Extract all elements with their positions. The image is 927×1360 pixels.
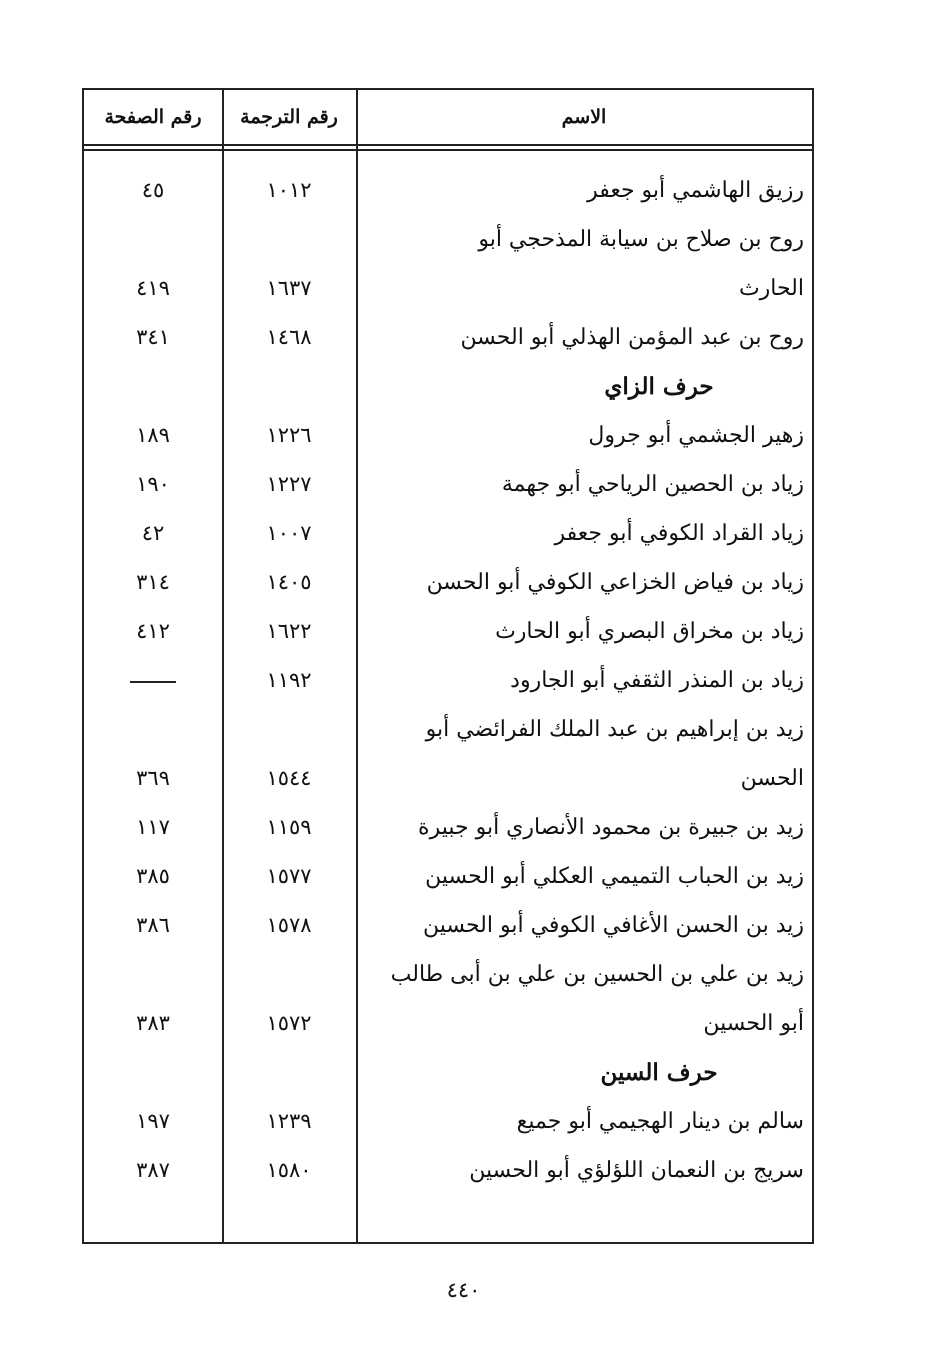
table-row: [84, 754, 812, 803]
page-number-cell: [84, 705, 222, 754]
table-row: [84, 705, 812, 754]
name-cell: زيد بن إبراهيم بن عبد الملك الفرائضي أبو: [425, 717, 804, 742]
header-page-number: رقم الصفحة: [104, 106, 202, 128]
section-heading-row: [84, 362, 812, 411]
table-header: [84, 90, 812, 146]
table-row: [84, 950, 812, 999]
header-name: الاسم: [561, 106, 607, 128]
table-row: [84, 411, 812, 460]
translation-number-cell: [222, 950, 356, 999]
section-heading: [356, 1048, 812, 1097]
table-row: [84, 656, 812, 705]
name-cell: الحسن: [740, 766, 804, 791]
translation-number-cell: ١٦٣٧: [266, 276, 312, 300]
header-rule: [84, 144, 812, 146]
translation-number-cell: ١٦٢٢: [266, 619, 312, 643]
table-row: [84, 558, 812, 607]
translation-number-cell: ١٢٢٦: [266, 423, 312, 447]
page-number-cell: ٣٨٦: [136, 913, 170, 937]
page-number-cell: ١٩٧: [136, 1109, 170, 1133]
name-cell: رزيق الهاشمي أبو جعفر: [587, 178, 804, 203]
translation-number-cell: [222, 215, 356, 264]
page-number-cell: [84, 362, 222, 411]
translation-number-cell: ١٠٠٧: [266, 521, 312, 545]
page-number-cell: ٤٢: [141, 521, 165, 545]
name-cell: زياد بن فياض الخزاعي الكوفي أبو الحسن: [426, 570, 804, 595]
page-number-cell: ٣٤١: [136, 325, 170, 349]
page-number-cell: ٣٨٧: [136, 1158, 170, 1182]
section-heading-row: [84, 1048, 812, 1097]
table-row: [84, 803, 812, 852]
name-cell: روح بن عبد المؤمن الهذلي أبو الحسن: [460, 325, 804, 350]
table-row: [84, 509, 812, 558]
name-cell: زهير الجشمي أبو جرول: [588, 423, 804, 448]
page-number-cell: ١٨٩: [136, 423, 170, 447]
translation-number-cell: [222, 705, 356, 754]
name-cell: روح بن صلاح بن سيابة المذحجي أبو: [478, 227, 804, 252]
name-cell: الحارث: [738, 276, 804, 301]
translation-number-cell: ١٢٢٧: [266, 472, 312, 496]
header-translation-number: رقم الترجمة: [240, 106, 338, 128]
page-number-cell: ٣٦٩: [136, 766, 170, 790]
name-cell: زيد بن الحسن الأغافي الكوفي أبو الحسين: [422, 913, 804, 938]
page-number-cell: ٤١٩: [136, 276, 170, 300]
translation-number-cell: ١٢٣٩: [266, 1109, 312, 1133]
name-cell: أبو الحسين: [703, 1011, 804, 1036]
translation-number-cell: ١٥٧٨: [266, 913, 312, 937]
translation-number-cell: ١٥٧٧: [266, 864, 312, 888]
dash-placeholder: [130, 681, 176, 683]
table-row: [84, 1146, 812, 1195]
translation-number-cell: ١٠١٢: [266, 178, 312, 202]
name-cell: زيد بن جبيرة بن محمود الأنصاري أبو جبيرة: [418, 815, 804, 840]
section-heading-text: حرف السين: [600, 1059, 718, 1086]
name-cell: زيد بن الحباب التميمي العكلي أبو الحسين: [425, 864, 804, 889]
name-cell: زياد بن المنذر الثقفي أبو الجارود: [510, 668, 804, 693]
page-number-cell: [84, 950, 222, 999]
name-cell: سالم بن دينار الهجيمي أبو جميع: [516, 1109, 804, 1134]
name-cell: زياد بن مخراق البصري أبو الحارث: [495, 619, 804, 644]
name-cell: زيد بن علي بن الحسين بن علي بن أبى طالب: [390, 962, 804, 987]
translation-number-cell: ١١٥٩: [266, 815, 312, 839]
index-table: [82, 88, 814, 1244]
table-row: [84, 166, 812, 215]
table-row: [84, 999, 812, 1048]
table-row: [84, 852, 812, 901]
page-number-cell: ٣٨٣: [136, 1011, 170, 1035]
page-number-cell: ٤٥: [141, 178, 165, 202]
page-number-cell: ١٩٠: [136, 472, 170, 496]
page-number-cell: ٤١٢: [136, 619, 170, 643]
page-number-cell: [84, 1048, 222, 1097]
translation-number-cell: [222, 1048, 356, 1097]
page-number-cell: [84, 215, 222, 264]
table-row: [84, 607, 812, 656]
translation-number-cell: ١٥٤٤: [266, 766, 312, 790]
translation-number-cell: ١٥٧٢: [266, 1011, 312, 1035]
translation-number-cell: ١٤٠٥: [266, 570, 312, 594]
section-heading: [356, 362, 812, 411]
table-row: [84, 460, 812, 509]
table-body: [84, 166, 812, 1195]
header-rule-double: [84, 149, 812, 151]
translation-number-cell: ١٤٦٨: [266, 325, 312, 349]
page-folio: ٤٤٠: [446, 1278, 481, 1302]
page-number-cell: ١١٧: [136, 815, 170, 839]
translation-number-cell: ١٥٨٠: [266, 1158, 312, 1182]
page-number-cell: ٣١٤: [136, 570, 170, 594]
table-row: [84, 1097, 812, 1146]
page-number-cell: [84, 656, 222, 705]
table-row: [84, 264, 812, 313]
name-cell: زياد بن الحصين الرياحي أبو جهمة: [501, 472, 804, 497]
table-row: [84, 901, 812, 950]
translation-number-cell: ١١٩٢: [266, 668, 312, 692]
translation-number-cell: [222, 362, 356, 411]
table-row: [84, 215, 812, 264]
section-heading-text: حرف الزاي: [604, 373, 714, 400]
page-number-cell: ٣٨٥: [136, 864, 170, 888]
name-cell: زياد القراد الكوفي أبو جعفر: [554, 521, 804, 546]
table-row: [84, 313, 812, 362]
name-cell: سريج بن النعمان اللؤلؤي أبو الحسين: [469, 1158, 804, 1183]
